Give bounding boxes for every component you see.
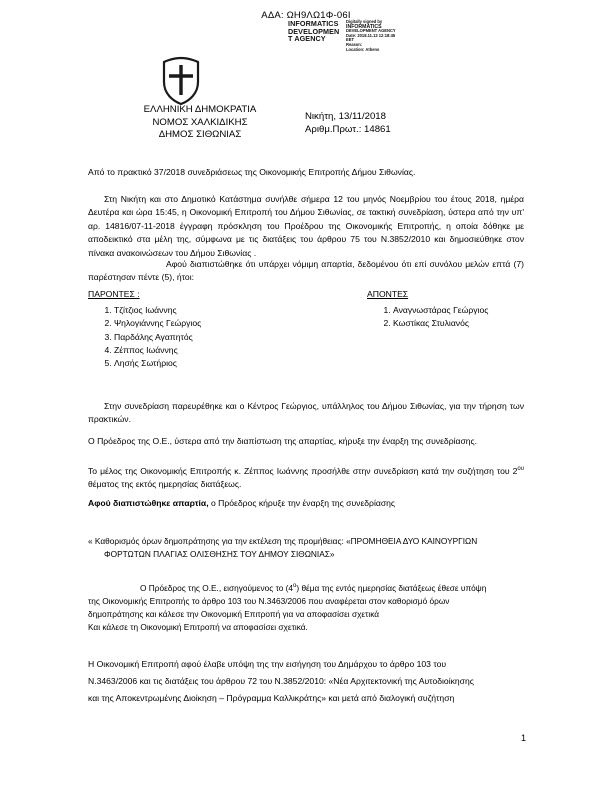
coat-of-arms-icon [160, 56, 202, 106]
present-list [88, 304, 303, 370]
protocol-number-line: Αριθμ.Πρωτ.: 14861 [305, 123, 391, 135]
present-heading: ΠΑΡΟΝΤΕΣ : [88, 289, 140, 299]
absent-heading: ΑΠΟΝΤΕΣ [367, 289, 409, 299]
header-left-block [90, 104, 310, 142]
list-item: 2. Ψηλογιάννης Γεώργιος [114, 317, 303, 330]
page-number: 1 [520, 733, 526, 743]
paragraph-member-arrival: Το μέλος της Οικονομικής Επιτροπής κ. Ζέππος Ιωάννης προσήλθε στην συνεδρίαση κατά την συζήτηση του $2^{o\upsilon}$ θέματος της εκτός ημερησίας διατάξεως. [88, 465, 524, 490]
paragraph-committee-considerations: Η Οικονομική Επιτροπή αφού έλαβε υπόψη της την εισήγηση του Δημάρχου το άρθρο 103 του Ν.3463/2006 και τις διατάξεις του άρθρου 72 του Ν.3852/2010: «Νέα Αρχιτεκτονική της Αυτοδιοίκησης και της Αποκεντρωμένης Διοίκηση – Πρόγραμμα Καλλικράτης» και μετά από διαλογική συζήτηση [88, 659, 474, 703]
paragraph-session-opening: Ο Πρόεδρος της Ο.Ε., ύστερα από την διαπίστωση της απαρτίας, κήρυξε την έναρξη της συνεδρίασης. [88, 436, 478, 446]
stamp-agency-name: INFORMATICS DEVELOPMEN T AGENCY [288, 19, 340, 44]
absent-list [303, 304, 524, 330]
list-item: 3. Παρδάλης Αγαπητός [114, 331, 303, 344]
paragraph-quorum: Αφού διαπιστώθηκε ότι υπάρχει νόμιμη απαρτία, δεδομένου ότι επί συνόλου μελών επτά (7) παρέστησαν πέντε (5), ήτοι: [88, 259, 524, 283]
header-right-block [305, 111, 505, 136]
present-column [88, 288, 303, 370]
attendance-lists [88, 288, 524, 370]
prefecture-line: ΝΟΜΟΣ ΧΑΛΚΙΔΙΚΗΣ [152, 116, 248, 128]
place-date-line: Νικήτη, 13/11/2018 [305, 111, 386, 122]
ada-number: ΑΔΑ: ΩΗ9ΛΩ1Φ-06Ι [261, 10, 351, 21]
list-item: 4. Ζέππος Ιωάννης [114, 344, 303, 357]
paragraph-quorum-confirmed: Αφού διαπιστώθηκε απαρτία, ο Πρόεδρος κήρυξε την έναρξη της συνεδρίασης [88, 498, 396, 508]
list-item: 1. Αναγνωστάρας Γεώργιος [393, 304, 524, 317]
list-item: 5. Λησής Σωτήριος [114, 357, 303, 370]
paragraph-chairman-introduction: Ο Πρόεδρος της Ο.Ε., εισηγούμενος το $(4^o)$ θέμα της εντός ημερησίας διατάξεως έθεσε υπόψη της Οικονομικής Επιτροπής το άρθρο 103 του Ν.3463/2006 που αναφέρεται στον καθορισμό όρων δημοπράτησης και κάλεσε την Οικονομική Επιτροπή για να αποφασίσει σχετικά Και κάλεσε τη Οικονομική Επιτροπή να αποφασίσει σχετικά. [88, 582, 487, 633]
stamp-signature-details: Digitally signed by INFORMATICS DEVELOPMENT AGENCY Date: 2018.11.13 12:18:45 EET Reason: Location: Athens [346, 19, 396, 52]
paragraph-session-details: Στη Νικήτη και στο Δημοτικό Κατάστημα συνήλθε σήμερα 12 του μηνός Νοεμβρίου του έτους 2018, ημέρα Δευτέρα και ώρα 15:45, η Οικονομική Επιτροπή του Δήμου Σιθωνίας, σε τακτική συνεδρίαση, ύστερα από την υπ' αρ. 14816/07-11-2018 έγγραφη πρόσκληση του Προέδρου της Οικονομικής Επιτροπής, η οποία δόθηκε με αποδεικτικό στα μέλη της, σύμφωνα με τις διατάξεις του άρθρου 75 του Ν.3852/2010 και δημοσιεύθηκε στον πίνακα ανακοινώσεων του Δήμου Σιθωνίας . [88, 194, 524, 258]
list-item: 1. Τζίτζιος Ιωάννης [114, 304, 303, 317]
paragraph-subject-title: « Καθορισμός όρων δημοπράτησης για την εκτέλεση της προμήθειας: «ΠΡΟΜΗΘΕΙΑ ΔΥΟ ΚΑΙΝΟΥΡΓΙΩΝ ΦΟΡΤΩΤΩΝ ΠΛΑΓΙΑΣ ΟΛΙΣΘΗΣΗΣ ΤΟΥ ΔΗΜΟΥ ΣΙΘΩΝΙΑΣ» [88, 536, 478, 560]
municipality-line: ΔΗΜΟΣ ΣΙΘΩΝΙΑΣ [158, 129, 242, 141]
paragraph-minutes-reference: Από το πρακτικό 37/2018 συνεδριάσεως της Οικονομικής Επιτροπής Δήμου Σιθωνίας. [88, 167, 416, 177]
republic-line: ΕΛΛΗΝΙΚΗ ΔΗΜΟΚΡΑΤΙΑ [143, 104, 257, 115]
list-item: 2. Κωστίκας Στυλιανός [393, 317, 524, 330]
paragraph-secretary: Στην συνεδρίαση παρευρέθηκε και ο Κέντρος Γεώργιος, υπάλληλος του Δήμου Σιθωνίας, για την τήρηση των πρακτικών. [88, 401, 524, 425]
absent-column [303, 288, 524, 370]
